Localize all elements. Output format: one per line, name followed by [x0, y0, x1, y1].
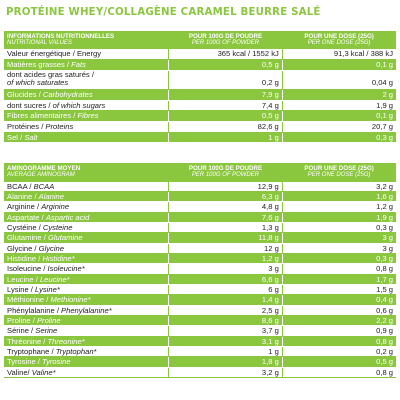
row-label-en: BCAA: [33, 181, 55, 191]
value-per-dose: 3 g: [282, 243, 396, 253]
row-label-fr: Phénylalanine /: [7, 305, 62, 315]
value-per-100g: 1,2 g: [169, 253, 283, 263]
value-per-100g: 365 kcal / 1552 kJ: [169, 49, 283, 59]
row-label-en: Isoleucine*: [47, 264, 85, 274]
value-per-dose: 0,5 g: [282, 357, 396, 367]
row-label-en: Methionine*: [50, 295, 91, 305]
row-label-fr: Sel /: [7, 132, 25, 142]
row-label: [4, 191, 169, 201]
row-label: [4, 202, 169, 212]
value-per-100g: 3,7 g: [169, 326, 283, 336]
row-label-en: Fats: [71, 60, 86, 69]
row-label-en: Tryptophan*: [55, 347, 97, 357]
table-row: [4, 316, 396, 326]
row-label-fr: Tryptophane /: [7, 347, 56, 357]
table-row: [4, 253, 396, 263]
value-per-100g: 12 g: [169, 243, 283, 253]
table-row: [4, 90, 396, 101]
value-per-100g: 0,5 g: [169, 111, 283, 122]
table-row: [4, 132, 396, 143]
row-label: [4, 90, 169, 101]
row-label: [4, 264, 169, 274]
value-per-100g: 6 g: [169, 285, 283, 295]
value-per-100g: 6,6 g: [169, 274, 283, 284]
row-label-fr: Valine/: [7, 367, 32, 377]
header-per-dose: POUR UNE DOSE (25G) PER ONE DOSE (25G): [282, 31, 396, 49]
row-label-en: Histidine*: [42, 253, 75, 263]
value-per-dose: 0,3 g: [282, 253, 396, 263]
row-label-en: Proline: [36, 316, 61, 326]
row-label: [4, 336, 169, 346]
value-per-100g: 1,4 g: [169, 295, 283, 305]
value-per-dose: 0,4 g: [282, 295, 396, 305]
value-per-dose: 0,3 g: [282, 132, 396, 143]
table-row: [4, 60, 396, 71]
row-label-en: Carbohydrates: [42, 90, 93, 100]
value-per-100g: 0,5 g: [169, 60, 283, 71]
row-label-fr: Fibres alimentaires /: [7, 111, 78, 121]
row-label-en: Proteins: [45, 121, 74, 131]
header-nutritional-values: INFORMATIONS NUTRITIONNELLES NUTRITIONAL VALUES: [4, 31, 169, 49]
row-label-fr: Matières grasses /: [7, 60, 72, 69]
value-per-dose: 1,2 g: [282, 202, 396, 212]
value-per-dose: 2,2 g: [282, 316, 396, 326]
value-per-100g: 7,6 g: [169, 212, 283, 222]
table-row: [4, 121, 396, 132]
table-row: [4, 233, 396, 243]
table-row: [4, 100, 396, 111]
row-label-fr: Cystéine /: [7, 222, 43, 232]
row-label-fr: Aspartate /: [7, 212, 46, 222]
row-label: [4, 367, 169, 377]
row-label: [4, 121, 169, 132]
nutrition-table-body: [4, 49, 396, 142]
value-per-dose: 91,3 kcal / 388 kJ: [282, 49, 396, 59]
table-row: [4, 182, 396, 192]
value-per-100g: 3 g: [169, 264, 283, 274]
row-label: [4, 285, 169, 295]
row-label-en: Tyrosine: [42, 357, 71, 367]
row-label: [4, 274, 169, 284]
row-label-en: Cysteine: [42, 222, 73, 232]
table-row: [4, 347, 396, 357]
table-row: [4, 295, 396, 305]
header-per-dose: POUR UNE DOSE (25G) PER ONE DOSE (25G): [282, 163, 396, 181]
product-title: PROTÉINE WHEY/COLLAGÈNE CARAMEL BEURRE SALÉ: [6, 7, 321, 18]
row-label-fr: Leucine /: [7, 274, 40, 284]
row-label-en: Aspartic acid: [45, 212, 90, 222]
value-per-100g: 4,8 g: [169, 202, 283, 212]
header-per-100g: POUR 100G DE POUDRE PER 100G OF POWDER: [169, 31, 283, 49]
row-label-en: Phenylalanine*: [61, 305, 112, 315]
table-row: [4, 191, 396, 201]
aminogram-table-body: [4, 182, 396, 378]
table-row: [4, 357, 396, 367]
value-per-dose: 0,6 g: [282, 305, 396, 315]
row-label: [4, 347, 169, 357]
table-row: [4, 70, 396, 90]
row-label-en: Valine*: [31, 367, 56, 377]
table-row: [4, 222, 396, 232]
row-label-fr: Arginine /: [7, 202, 42, 212]
row-label: [4, 70, 169, 90]
row-label: [4, 233, 169, 243]
row-label-en: Serine: [35, 326, 58, 336]
row-label-fr: Histidine /: [7, 253, 43, 263]
row-label-en: Alanine: [38, 191, 65, 201]
row-label-fr: Glutamine /: [7, 233, 48, 243]
value-per-dose: 1,9 g: [282, 212, 396, 222]
row-label-fr: Lysine /: [7, 285, 35, 294]
value-per-dose: 1,5 g: [282, 285, 396, 295]
row-label-fr: Protéines /: [7, 121, 46, 131]
value-per-dose: 0,2 g: [282, 347, 396, 357]
value-per-100g: 7,9 g: [169, 90, 283, 101]
row-label-en: Fibres: [77, 111, 99, 121]
value-per-100g: 11,8 g: [169, 233, 283, 243]
value-per-dose: 0,8 g: [282, 336, 396, 346]
row-label: [4, 326, 169, 336]
row-label-fr: BCAA /: [7, 181, 34, 191]
row-label-fr: Tyrosine /: [7, 357, 43, 367]
table-row: [4, 243, 396, 253]
value-per-dose: 1,6 g: [282, 191, 396, 201]
table-row: [4, 111, 396, 122]
value-per-dose: 0,3 g: [282, 222, 396, 232]
nutrition-table-header: [4, 31, 396, 49]
row-label-en: of which saturates: [7, 78, 69, 88]
table-row: [4, 367, 396, 377]
value-per-100g: 1 g: [169, 132, 283, 143]
value-per-dose: 20,7 g: [282, 121, 396, 132]
value-per-100g: 1 g: [169, 347, 283, 357]
table-row: [4, 212, 396, 222]
row-label: [4, 111, 169, 122]
value-per-dose: 0,04 g: [282, 70, 396, 90]
value-per-100g: 1,3 g: [169, 222, 283, 232]
row-label-fr: Isoleucine /: [7, 264, 48, 274]
row-label-en: Lysine*: [35, 285, 60, 294]
value-per-100g: 82,6 g: [169, 121, 283, 132]
row-label-fr: Alanine /: [7, 191, 39, 201]
table-row: [4, 305, 396, 315]
row-label-en: of which sugars: [52, 100, 106, 110]
value-per-dose: 0,8 g: [282, 264, 396, 274]
row-label: [4, 357, 169, 367]
row-label: [4, 182, 169, 192]
nutrition-table: [4, 31, 396, 143]
row-label-fr: Proline /: [7, 316, 37, 326]
table-row: [4, 202, 396, 212]
row-label: [4, 305, 169, 315]
table-row: [4, 285, 396, 295]
row-label-fr: Thréonine /: [7, 336, 48, 346]
value-per-100g: 7,4 g: [169, 100, 283, 111]
row-label-fr: Glycine /: [7, 243, 39, 253]
value-per-100g: 3,1 g: [169, 336, 283, 346]
table-row: [4, 49, 396, 59]
row-label: [4, 100, 169, 111]
row-label-en: Threonine*: [47, 336, 85, 346]
header-per-100g: POUR 100G DE POUDRE PER 100G OF POWDER: [169, 163, 283, 181]
value-per-dose: 3,2 g: [282, 182, 396, 192]
value-per-100g: 12,9 g: [169, 182, 283, 192]
row-label-en: Arginine: [41, 202, 70, 212]
value-per-100g: 0,2 g: [169, 70, 283, 90]
value-per-100g: 2,5 g: [169, 305, 283, 315]
value-per-dose: 0,8 g: [282, 367, 396, 377]
row-label: [4, 253, 169, 263]
row-label-fr: Glucides /: [7, 90, 43, 100]
value-per-dose: 0,9 g: [282, 326, 396, 336]
row-label: [4, 212, 169, 222]
value-per-dose: 1,7 g: [282, 274, 396, 284]
value-per-100g: 6,3 g: [169, 191, 283, 201]
row-label: [4, 60, 169, 71]
value-per-100g: 8,6 g: [169, 316, 283, 326]
value-per-dose: 0,1 g: [282, 111, 396, 122]
row-label: [4, 132, 169, 143]
value-per-dose: 0,1 g: [282, 60, 396, 71]
value-per-100g: 3,2 g: [169, 367, 283, 377]
row-label-en: Glycine: [38, 243, 64, 253]
table-row: [4, 264, 396, 274]
row-label: [4, 316, 169, 326]
value-per-dose: 1,9 g: [282, 100, 396, 111]
aminogram-table-header: [4, 163, 396, 181]
row-label-en: Salt: [24, 132, 38, 142]
table-row: [4, 274, 396, 284]
row-label-fr: Sérine /: [7, 326, 36, 336]
row-label-en: Glutamine: [47, 233, 83, 243]
row-label: [4, 49, 169, 59]
header-aminogram: AMINOGRAMME MOYEN AVERAGE AMINOGRAM: [4, 163, 169, 181]
row-label-fr: Valeur énergétique / Energy: [7, 49, 101, 59]
row-label-fr: dont sucres /: [7, 100, 53, 110]
aminogram-table: [4, 163, 396, 378]
row-label: [4, 222, 169, 232]
value-per-dose: 2 g: [282, 90, 396, 101]
row-label-fr: Méthionine /: [7, 295, 51, 305]
value-per-dose: 3 g: [282, 233, 396, 243]
row-label: [4, 243, 169, 253]
row-label-fr: dont acides gras saturés /: [7, 70, 94, 79]
value-per-100g: 1,8 g: [169, 357, 283, 367]
table-row: [4, 326, 396, 336]
row-label-en: Leucine*: [39, 274, 70, 284]
table-row: [4, 336, 396, 346]
row-label: [4, 295, 169, 305]
